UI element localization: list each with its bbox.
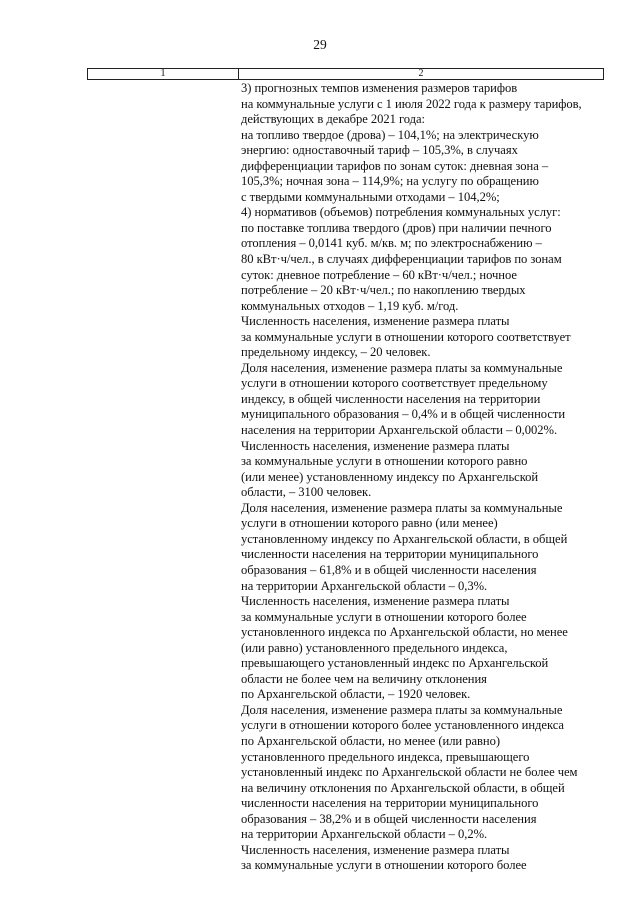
text-line: превышающего установленный индекс по Архангельской [241, 656, 549, 671]
text-line: (или равно) установленного предельного индекса, [241, 640, 508, 655]
text-line: услуги в отношении которого более установленного индекса [241, 718, 564, 733]
table-header-col-1: 1 [88, 69, 239, 80]
text-line: услуги в отношении которого равно (или менее) [241, 516, 498, 531]
text-line: на территории Архангельской области – 0,3%. [241, 578, 488, 593]
text-line: предельному индексу, – 20 человек. [241, 345, 431, 360]
table-header-row [88, 69, 604, 80]
text-line: на топливо твердое (дрова) – 104,1%; на электрическую [241, 127, 539, 142]
text-line: коммунальных отходов – 1,19 куб. м/год. [241, 298, 459, 313]
text-line: 80 кВт·ч/чел., в случаях дифференциации тарифов по зонам [241, 252, 562, 267]
text-line: установленного индекса по Архангельской области, но менее [241, 625, 568, 640]
text-line: на коммунальные услуги с 1 июля 2022 года к размеру тарифов, [241, 96, 582, 111]
text-line: Численность населения, изменение размера платы [241, 594, 510, 609]
text-line: установленный индекс по Архангельской области не более чем [241, 765, 578, 780]
text-line: Доля населения, изменение размера платы за коммунальные [241, 360, 563, 375]
text-line: за коммунальные услуги в отношении которого соответствует [241, 329, 571, 344]
text-line: на величину отклонения по Архангельской области, в общей [241, 780, 565, 795]
text-line: установленного предельного индекса, превышающего [241, 749, 530, 764]
text-line: действующих в декабре 2021 года: [241, 112, 426, 127]
text-line: Доля населения, изменение размера платы за коммунальные [241, 500, 563, 515]
table-header-col-2: 2 [239, 69, 604, 80]
text-line: области не более чем на величину отклонения [241, 671, 487, 686]
text-line: за коммунальные услуги в отношении которого более [241, 609, 527, 624]
text-line: на территории Архангельской области – 0,2%. [241, 827, 488, 842]
text-line: численности населения на территории муниципального [241, 796, 539, 811]
text-line: услуги в отношении которого соответствует предельному [241, 376, 548, 391]
document-body-text [241, 81, 606, 874]
text-line: с твердыми коммунальными отходами – 104,2%; [241, 189, 500, 204]
text-line: населения на территории Архангельской области – 0,002%. [241, 423, 558, 438]
text-line: Численность населения, изменение размера платы [241, 314, 510, 329]
text-line: 105,3%; ночная зона – 114,9%; на услугу по обращению [241, 174, 539, 189]
table-header [87, 68, 604, 80]
text-line: потребление – 20 кВт·ч/чел.; по накоплению твердых [241, 283, 526, 298]
text-line: Численность населения, изменение размера платы [241, 842, 510, 857]
text-line: 4) нормативов (объемов) потребления коммунальных услуг: [241, 205, 561, 220]
text-line: (или менее) установленному индексу по Архангельской [241, 469, 539, 484]
text-line: области, – 3100 человек. [241, 485, 372, 500]
text-line: за коммунальные услуги в отношении которого более [241, 858, 527, 873]
text-line: суток: дневное потребление – 60 кВт·ч/чел.; ночное [241, 267, 517, 282]
text-line: Численность населения, изменение размера платы [241, 438, 510, 453]
text-line: 3) прогнозных темпов изменения размеров тарифов [241, 81, 518, 95]
text-line: образования – 38,2% и в общей численности населения [241, 811, 537, 826]
page-number: 29 [313, 37, 327, 52]
text-line: по Архангельской области, – 1920 человек. [241, 687, 471, 702]
text-line: численности населения на территории муниципального [241, 547, 539, 562]
text-line: муниципального образования – 0,4% и в общей численности [241, 407, 566, 422]
text-line: по поставке топлива твердого (дров) при наличии печного [241, 220, 552, 235]
text-line: индексу, в общей численности населения на территории [241, 391, 541, 406]
text-line: дифференциации тарифов по зонам суток: дневная зона – [241, 158, 549, 173]
text-line: энергию: одноставочный тариф – 105,3%, в случаях [241, 143, 518, 158]
text-line: установленному индексу по Архангельской области, в общей [241, 531, 568, 546]
text-line: образования – 61,8% и в общей численности населения [241, 562, 537, 577]
text-line: Доля населения, изменение размера платы за коммунальные [241, 702, 563, 717]
text-line: по Архангельской области, но менее (или равно) [241, 733, 500, 748]
text-line: за коммунальные услуги в отношении которого равно [241, 454, 528, 469]
text-line: отопления – 0,0141 куб. м/кв. м; по электроснабжению – [241, 236, 542, 251]
